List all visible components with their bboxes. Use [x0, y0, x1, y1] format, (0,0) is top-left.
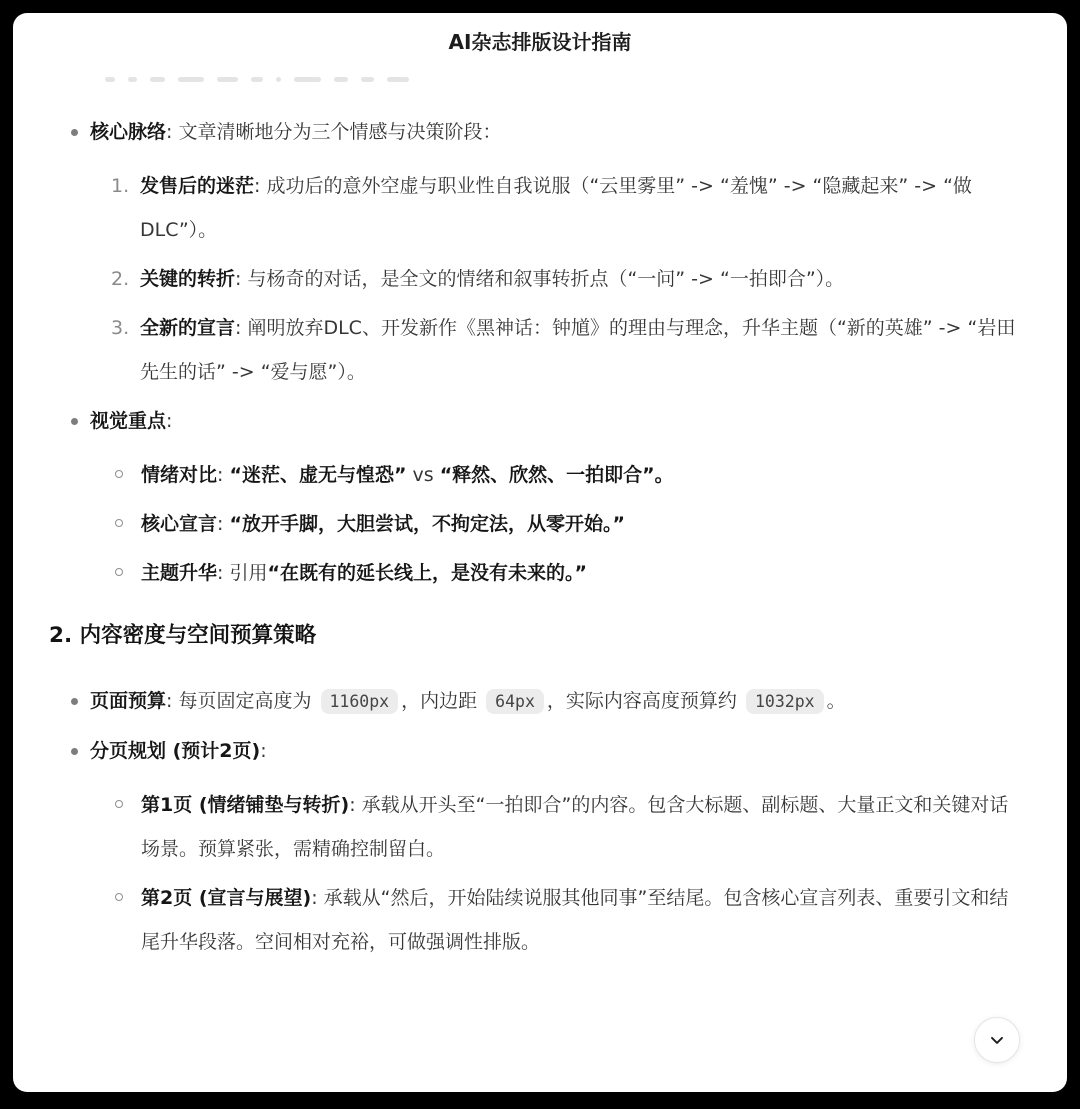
list-item — [90, 306, 1019, 394]
hollow-bullet-icon — [115, 800, 123, 808]
bullet-icon — [71, 418, 78, 425]
hollow-bullet-icon — [115, 519, 123, 527]
bullet-list-budget — [49, 679, 1031, 964]
list-item-text: 分页规划 (预计2页): — [90, 740, 267, 762]
bullet-list-analysis — [49, 110, 1031, 595]
list-item — [90, 453, 1019, 497]
list-item — [49, 679, 1019, 724]
page-title: AI杂志排版设计指南 — [448, 30, 632, 54]
list-item-text: 视觉重点: — [90, 410, 173, 432]
list-item-text: 核心脉络: 文章清晰地分为三个情感与决策阶段： — [90, 121, 502, 143]
list-item-text: 全新的宣言: 阐明放弃DLC、开发新作《黑神话：钟馗》的理由与理念，升华主题（“新的英雄” -> “岩田先生的话” -> “爱与愿”）。 — [140, 317, 1016, 383]
list-item — [49, 399, 1019, 595]
hollow-bullet-icon — [115, 568, 123, 576]
bullet-icon — [71, 698, 78, 705]
list-item-text: 页面预算: 每页固定高度为 1160px ，内边距 64px ，实际内容高度预算约 1032px 。 — [90, 690, 846, 712]
list-item — [49, 110, 1019, 394]
hollow-bullet-icon — [115, 893, 123, 901]
list-number: 1. — [111, 175, 130, 197]
list-number: 2. — [111, 268, 130, 290]
list-item-text: 核心宣言: “放开手脚，大胆尝试，不拘定法，从零开始。” — [141, 513, 625, 535]
list-item — [90, 783, 1019, 871]
bullet-icon — [71, 748, 78, 755]
list-item — [90, 876, 1019, 964]
ordered-list-phases — [90, 164, 1019, 394]
list-item — [90, 551, 1019, 595]
list-item-text: 关键的转折: 与杨奇的对话，是全文的情绪和叙事转折点（“一问” -> “一拍即合”）。 — [140, 268, 845, 290]
sub-list-pagination — [90, 783, 1019, 964]
section-heading: 2. 内容密度与空间预算策略 — [49, 623, 317, 648]
bullet-icon — [71, 129, 78, 136]
hollow-bullet-icon — [115, 470, 123, 478]
list-number: 3. — [111, 317, 130, 339]
scroll-to-bottom-button[interactable] — [974, 1017, 1020, 1063]
document-card — [13, 13, 1067, 1092]
sub-list-visual-focus — [90, 453, 1019, 595]
list-item — [90, 164, 1019, 252]
list-item — [49, 729, 1019, 964]
list-item-text: 第2页 (宣言与展望): 承载从“然后，开始陆续说服其他同事”至结尾。包含核心宣言列表、重要引文和结尾升华段落。空间相对充裕，可做强调性排版。 — [141, 887, 1009, 953]
clipped-text-remnant — [105, 77, 1031, 82]
list-item — [90, 502, 1019, 546]
chevron-down-icon — [987, 1030, 1007, 1050]
list-item-text: 情绪对比: “迷茫、虚无与惶恐” vs “释然、欣然、一拍即合”。 — [141, 464, 674, 486]
list-item-text: 发售后的迷茫: 成功后的意外空虚与职业性自我说服（“云里雾里” -> “羞愧” -> “隐藏起来” -> “做DLC”）。 — [140, 175, 972, 241]
list-item-text: 主题升华: 引用“在既有的延长线上，是没有未来的。” — [141, 562, 587, 584]
list-item — [90, 257, 1019, 301]
list-item-text: 第1页 (情绪铺垫与转折): 承载从开头至“一拍即合”的内容。包含大标题、副标题、大量正文和关键对话场景。预算紧张，需精确控制留白。 — [141, 794, 1009, 860]
